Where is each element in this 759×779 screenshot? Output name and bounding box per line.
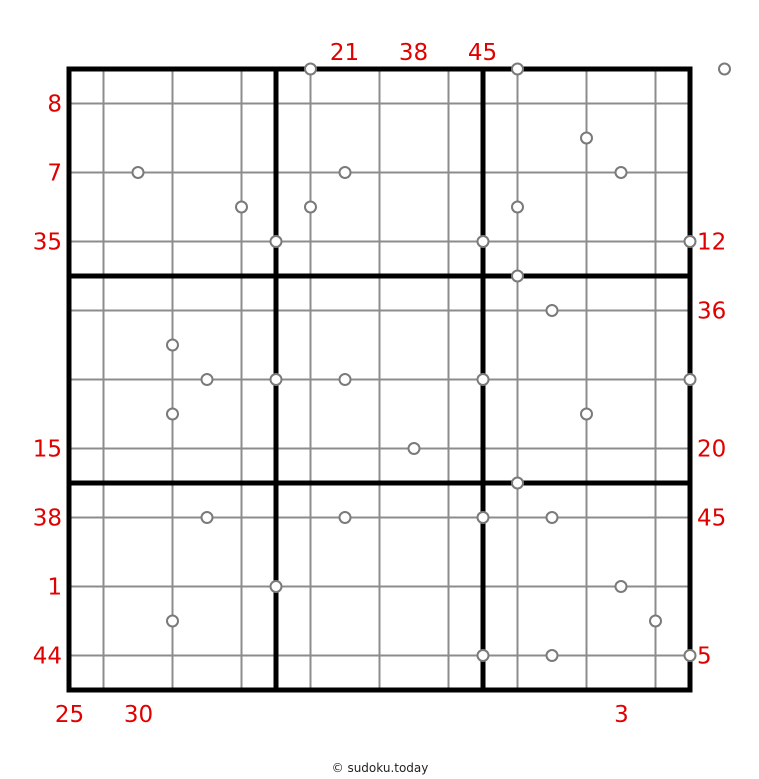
kropki-dot — [271, 374, 282, 385]
kropki-dot — [685, 650, 696, 661]
kropki-dot — [478, 512, 489, 523]
kropki-dot — [340, 167, 351, 178]
bottom-clue: 3 — [614, 702, 629, 728]
kropki-dot — [581, 409, 592, 420]
right-clue: 20 — [697, 436, 727, 463]
top-clues — [330, 40, 497, 66]
left-clue: 35 — [32, 229, 62, 256]
kropki-dot — [478, 236, 489, 247]
kropki-dot — [167, 340, 178, 351]
kropki-dot — [133, 167, 144, 178]
kropki-dot — [616, 167, 627, 178]
left-clues — [33, 92, 62, 670]
kropki-dot — [202, 374, 213, 385]
kropki-dot — [685, 236, 696, 247]
top-clue: 38 — [398, 40, 429, 66]
kropki-dot — [685, 374, 696, 385]
kropki-dot — [581, 133, 592, 144]
bottom-clue: 25 — [54, 702, 85, 728]
kropki-dot — [512, 271, 523, 282]
left-clue: 15 — [32, 436, 62, 463]
kropki-dot — [271, 236, 282, 247]
left-clue: 7 — [47, 160, 62, 187]
kropki-dot — [547, 650, 558, 661]
kropki-dot — [547, 512, 558, 523]
top-clue: 45 — [467, 40, 498, 66]
kropki-dot — [512, 202, 523, 213]
kropki-dot — [202, 512, 213, 523]
kropki-dot — [650, 616, 661, 627]
kropki-dot — [478, 374, 489, 385]
left-clue: 8 — [47, 91, 62, 118]
kropki-dot — [271, 581, 282, 592]
right-clue: 12 — [697, 229, 727, 256]
kropki-dot — [305, 202, 316, 213]
bottom-clue: 30 — [123, 702, 154, 728]
kropki-dots — [133, 64, 731, 662]
kropki-dot — [478, 650, 489, 661]
kropki-dot — [512, 64, 523, 75]
bottom-clues — [55, 702, 629, 728]
kropki-dot — [340, 374, 351, 385]
left-clue: 1 — [47, 574, 62, 601]
right-clue: 36 — [697, 298, 727, 325]
copyright-credit: © sudoku.today — [331, 761, 429, 775]
top-clue: 21 — [329, 40, 360, 66]
kropki-dot — [719, 64, 730, 75]
thin-grid-lines — [69, 69, 690, 690]
kropki-dot — [340, 512, 351, 523]
kropki-dot — [167, 409, 178, 420]
kropki-dot — [236, 202, 247, 213]
kropki-dot — [512, 478, 523, 489]
kropki-dot — [167, 616, 178, 627]
kropki-dot — [616, 581, 627, 592]
kropki-dot — [409, 443, 420, 454]
right-clues — [697, 230, 726, 670]
right-clue: 45 — [697, 505, 727, 532]
kropki-dot — [305, 64, 316, 75]
right-clue: 5 — [697, 643, 712, 670]
kropki-dot — [547, 305, 558, 316]
left-clue: 38 — [32, 505, 62, 532]
left-clue: 44 — [32, 643, 62, 670]
